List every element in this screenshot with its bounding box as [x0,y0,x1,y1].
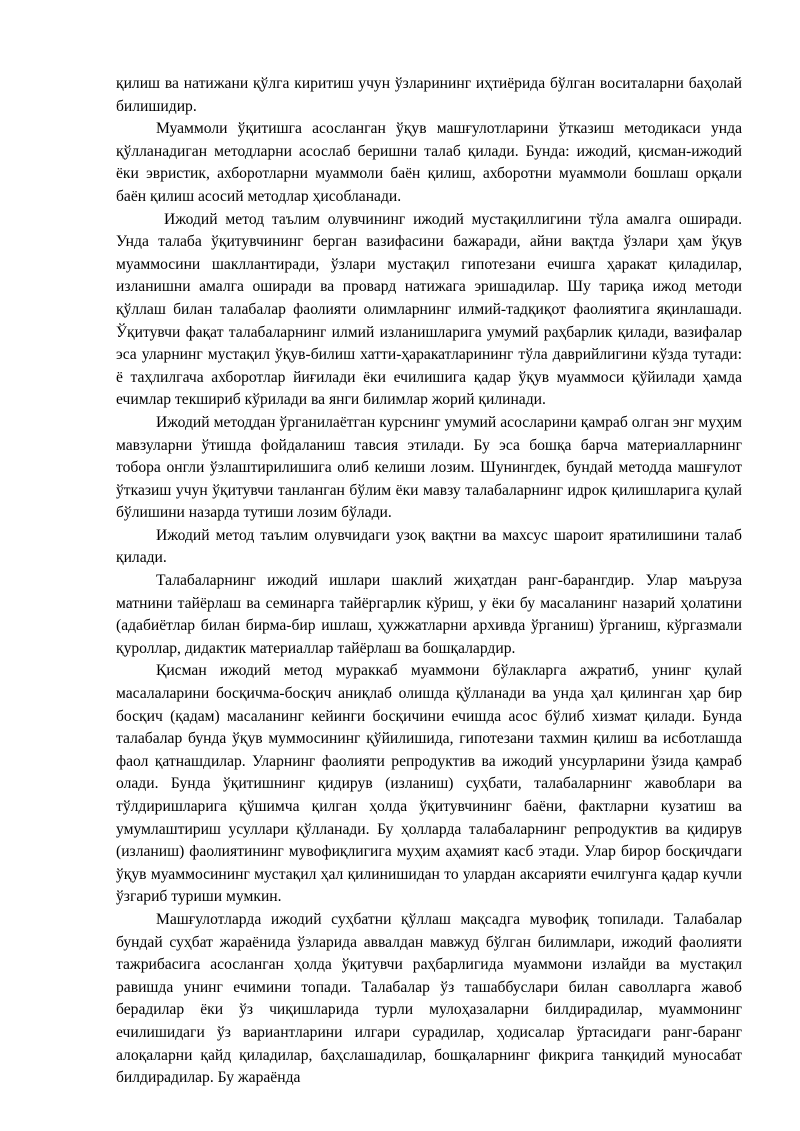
paragraph-creative-method: Ижодий метод таълим олувчининг ижодий мустақиллигини тўла амалга оширади. Унда талаба ўқитувчининг берган вазифасини бажаради, айни вақтда ўзлари ҳам ўқув муаммосини шакллантиради, ўзлари мустақил гипотезани ечишга ҳаракат қиладилар, изланишни амалга оширади ва провард натижага эришадилар. Шу тариқа ижод методи қўллаш билан талабалар фаолияти олимларнинг илмий-тадқиқот фаолиятига яқинлашади. Ўқитувчи фақат талабаларнинг илмий изланишларига умумий раҳбарлик қилади, вазифалар эса уларнинг мустақил ўқув-билиш хатти-ҳаракатларининг тўла даврийлигини кўзда тутади: ё таҳлилгача ахборотлар йиғилади ёки ечилишига қадар ўқув муаммоси қўйилади ҳамда ечимлар текшириб кўрилади ва янги билимлар жорий қилинади. [116,210,742,409]
paragraph-creative-method-time: Ижодий метод таълим олувчидаги узоқ вақтни ва махсус шароит яратилишини талаб қилади. [116,526,742,567]
paragraph-creative-method-usage: Ижодий методдан ўрганилаётган курснинг умумий асосларини қамраб олган энг муҳим мавзуларни ўтишда фойдаланиш тавсия этилади. Бу эса бошқа барча материалларнинг тобора онгли ўзлаштирилишига олиб келиши лозим. Шунингдек, бундай методда машғулот ўтказиш учун ўқитувчи танланган бўлим ёки мавзу талабаларнинг идрок қилишларига қулай бўлишини назарда тутиши лозим бўлади. [116,413,742,522]
paragraph-student-works: Талабаларнинг ижодий ишлари шаклий жиҳатдан ранг-барангдир. Улар маъруза матнини тайёрлаш ва семинарга тайёргарлик кўриш, у ёки бу масаланинг назарий ҳолатини (адабиётлар билан бирма-бир ишлаш, ҳужжатларни архивда ўрганиш) ўрганиш, кўргазмали қуроллар, дидактик материаллар тайёрлаш ва бошқалардир. [116,572,742,657]
paragraph-partial-creative-method: Қисман ижодий метод мураккаб муаммони бўлакларга ажратиб, унинг қулай масалаларини босқичма-босқич аниқлаб олишда қўлланади ва унда ҳал қилинган ҳар бир босқич (қадам) масаланинг кейинги босқичини ечишда асос бўлиб хизмат қилади. Бунда талабалар бунда ўқув муммосининг қўйилишида, гипотезани тахмин қилиш ва исботлашда фаол қатнашдилар. Уларнинг фаолияти репродуктив ва ижодий унсурларини ўзида қамраб олади. Бунда ўқитишнинг қидирув (изланиш) суҳбати, талабаларнинг жавоблари ва тўлдиришларига қўшимча қилган ҳолда ўқитувчининг баёни, фактларни кузатиш ва умумлаштириш усуллари қўлланади. Бу ҳолларда талабаларнинг репродуктив ва қидирув (изланиш) фаолиятининг мувофиқлигига муҳим аҳамият касб этади. Улар бирор босқичдаги ўқув муаммосининг мустақил ҳал қилинишидан то улардан аксарияти ечилгунга қадар кучли ўзгариб туриши мумкин. [116,662,742,906]
paragraph-continuation: қилиш ва натижани қўлга киритиш учун ўзларининг иҳтиёрида бўлган воситаларни баҳолай билишидир. [116,75,742,115]
document-page [116,73,742,1090]
paragraph-problem-based-methods: Муаммоли ўқитишга асосланган ўқув машғулотларини ўтказиш методикаси унда қўлланадиган методларни асослаб беришни талаб қилади. Бунда: ижодий, қисман-ижодий ёки эвристик, ахборотларни муаммоли баён қилиш, ахборотни муаммоли бошлаш орқали баён қилиш асосий методлар ҳисобланади. [116,120,742,205]
paragraph-creative-dialogue: Машғулотларда ижодий суҳбатни қўллаш мақсадга мувофиқ топилади. Талабалар бундай суҳбат жараёнида ўзларида аввалдан мавжуд бўлган билимлари, ижодий фаолияти тажрибасига асосланган ҳолда ўқитувчи раҳбарлигида муаммони излайди ва мустақил равишда унинг ечимини топади. Талабалар ўз ташаббуслари билан саволларга жавоб берадилар ёки ўз чиқишларида турли мулоҳазаларни билдирадилар, муаммонинг ечилишидаги ўз вариантларини илгари сурадилар, ҳодисалар ўртасидаги ранг-баранг алоқаларни қайд қиладилар, баҳслашадилар, бошқаларнинг фикрига танқидий муносабат билдирадилар. Бу жараёнда [116,910,742,1087]
